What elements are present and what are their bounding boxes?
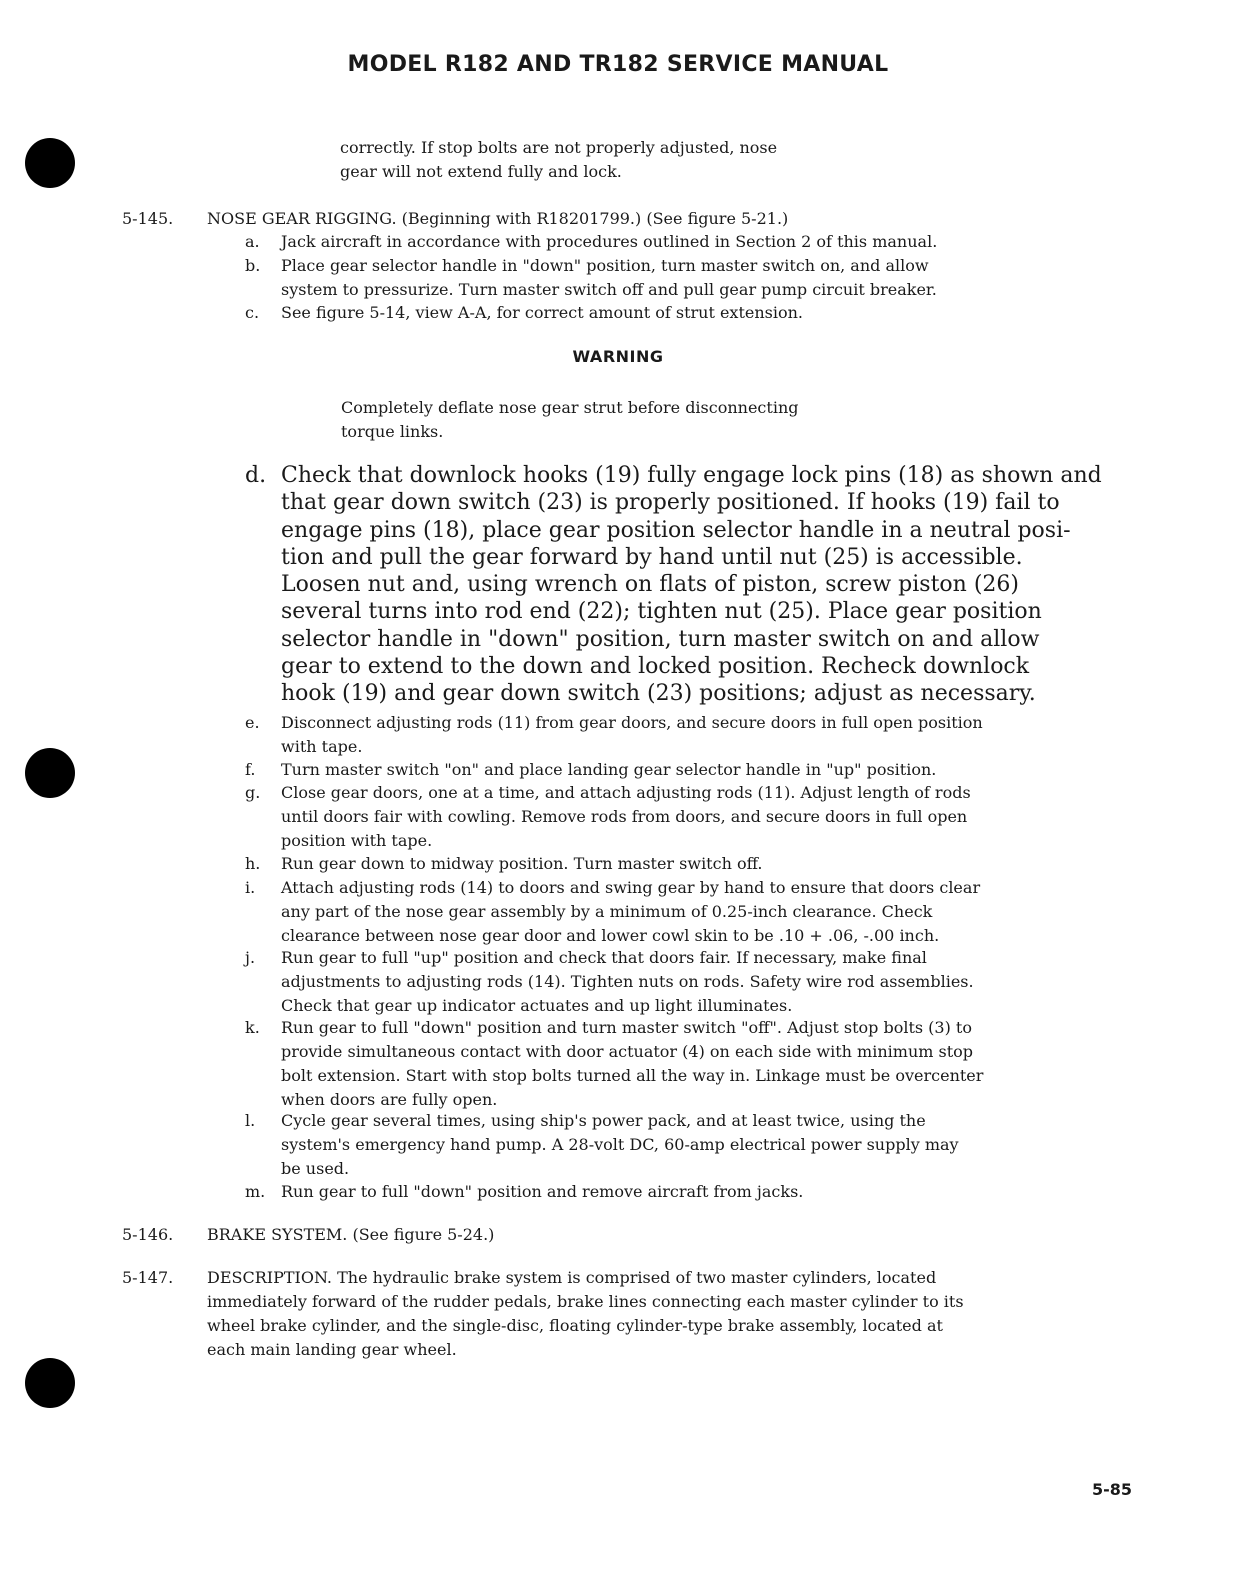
step-line: system to pressurize. Turn master switch off and pull gear pump circuit breaker. — [281, 280, 937, 299]
step-line: Check that gear up indicator actuates and up light illuminates. — [281, 996, 793, 1015]
section-title-nose-gear-rigging: NOSE GEAR RIGGING. (Beginning with R18201799.) (See figure 5-21.) — [207, 209, 789, 228]
step-i-letter: i. — [245, 878, 256, 897]
step-line: when doors are fully open. — [281, 1090, 498, 1109]
step-line: adjustments to adjusting rods (14). Tighten nuts on rods. Safety wire rod assemblies. — [281, 972, 974, 991]
step-line: See figure 5-14, view A-A, for correct amount of strut extension. — [281, 303, 804, 322]
step-line: Run gear to full "down" position and remove aircraft from jacks. — [281, 1182, 804, 1201]
section-number-5-147: 5-147. — [122, 1268, 174, 1287]
step-e-letter: e. — [245, 713, 260, 732]
step-line: Loosen nut and, using wrench on flats of piston, screw piston (26) — [281, 572, 1019, 598]
step-line: Disconnect adjusting rods (11) from gear doors, and secure doors in full open position — [281, 713, 983, 732]
step-l-letter: l. — [245, 1111, 256, 1130]
step-line: hook (19) and gear down switch (23) positions; adjust as necessary. — [281, 681, 1036, 707]
step-j-text — [281, 946, 974, 1018]
step-line: Cycle gear several times, using ship's power pack, and at least twice, using the — [281, 1111, 926, 1130]
step-line: Close gear doors, one at a time, and attach adjusting rods (11). Adjust length of rods — [281, 783, 971, 802]
warning-line: torque links. — [341, 422, 444, 441]
step-d-text — [281, 462, 1102, 708]
step-a-text — [281, 230, 937, 254]
step-line: system's emergency hand pump. A 28-volt DC, 60-amp electrical power supply may — [281, 1135, 959, 1154]
step-line: engage pins (18), place gear position selector handle in a neutral posi- — [281, 517, 1071, 543]
step-h-text — [281, 852, 762, 876]
step-l-text — [281, 1109, 959, 1181]
paragraph-line: each main landing gear wheel. — [207, 1340, 457, 1359]
step-line: Jack aircraft in accordance with procedures outlined in Section 2 of this manual. — [281, 232, 938, 251]
step-line: gear to extend to the down and locked position. Recheck downlock — [281, 654, 1030, 680]
step-k-letter: k. — [245, 1018, 260, 1037]
punch-hole-top — [25, 138, 75, 188]
section-number-5-145: 5-145. — [122, 209, 174, 228]
step-b-letter: b. — [245, 256, 261, 275]
step-j-letter: j. — [245, 948, 256, 967]
step-line: Check that downlock hooks (19) fully engage lock pins (18) as shown and — [281, 463, 1102, 488]
step-line: Run gear to full "down" position and turn master switch "off". Adjust stop bolts (3) to — [281, 1018, 972, 1037]
page-number: 5-85 — [1092, 1480, 1133, 1499]
step-i-text — [281, 876, 980, 948]
step-line: until doors fair with cowling. Remove rods from doors, and secure doors in full open — [281, 807, 968, 826]
step-f-letter: f. — [245, 760, 256, 779]
step-line: Run gear down to midway position. Turn master switch off. — [281, 854, 763, 873]
step-line: any part of the nose gear assembly by a minimum of 0.25-inch clearance. Check — [281, 902, 933, 921]
step-m-text — [281, 1180, 803, 1204]
warning-line: Completely deflate nose gear strut before disconnecting — [341, 398, 799, 417]
step-line: Run gear to full "up" position and check that doors fair. If necessary, make final — [281, 948, 927, 967]
step-line: that gear down switch (23) is properly positioned. If hooks (19) fail to — [281, 490, 1060, 516]
step-line: Turn master switch "on" and place landing gear selector handle in "up" position. — [281, 760, 937, 779]
step-e-text — [281, 711, 983, 759]
step-line: position with tape. — [281, 831, 433, 850]
continuation-line: gear will not extend fully and lock. — [340, 162, 622, 181]
paragraph-line: DESCRIPTION. The hydraulic brake system is comprised of two master cylinders, located — [207, 1268, 937, 1287]
step-c-letter: c. — [245, 303, 260, 322]
step-line: tion and pull the gear forward by hand until nut (25) is accessible. — [281, 544, 1023, 570]
step-line: be used. — [281, 1159, 350, 1178]
step-line: with tape. — [281, 737, 363, 756]
step-line: Place gear selector handle in "down" position, turn master switch on, and allow — [281, 256, 929, 275]
step-line: several turns into rod end (22); tighten nut (25). Place gear position — [281, 599, 1042, 625]
continuation-line: correctly. If stop bolts are not properly adjusted, nose — [340, 138, 778, 157]
punch-hole-middle — [25, 748, 75, 798]
step-m-letter: m. — [245, 1182, 266, 1201]
step-a-letter: a. — [245, 232, 260, 251]
step-g-text — [281, 781, 971, 853]
section-body-description — [207, 1266, 964, 1362]
paragraph-line: wheel brake cylinder, and the single-disc, floating cylinder-type brake assembly, located at — [207, 1316, 943, 1335]
step-line: clearance between nose gear door and lower cowl skin to be .10 + .06, -.00 inch. — [281, 926, 940, 945]
step-c-text — [281, 301, 803, 325]
step-k-text — [281, 1016, 983, 1112]
warning-heading: WARNING — [572, 347, 664, 366]
step-h-letter: h. — [245, 854, 261, 873]
step-line: Attach adjusting rods (14) to doors and swing gear by hand to ensure that doors clear — [281, 878, 981, 897]
paragraph-line: immediately forward of the rudder pedals, brake lines connecting each master cylinder to its — [207, 1292, 964, 1311]
step-line: bolt extension. Start with stop bolts turned all the way in. Linkage must be overcenter — [281, 1066, 984, 1085]
punch-hole-bottom — [25, 1358, 75, 1408]
step-d-letter: d. — [245, 463, 267, 488]
continuation-paragraph — [340, 136, 777, 184]
step-line: provide simultaneous contact with door actuator (4) on each side with minimum stop — [281, 1042, 974, 1061]
section-number-5-146: 5-146. — [122, 1225, 174, 1244]
step-line: selector handle in "down" position, turn master switch on and allow — [281, 626, 1040, 652]
section-title-brake-system: BRAKE SYSTEM. (See figure 5-24.) — [207, 1225, 495, 1244]
step-f-text — [281, 758, 936, 782]
step-g-letter: g. — [245, 783, 261, 802]
warning-text — [341, 396, 798, 444]
step-b-text — [281, 254, 937, 302]
page-title: MODEL R182 AND TR182 SERVICE MANUAL — [347, 52, 889, 77]
